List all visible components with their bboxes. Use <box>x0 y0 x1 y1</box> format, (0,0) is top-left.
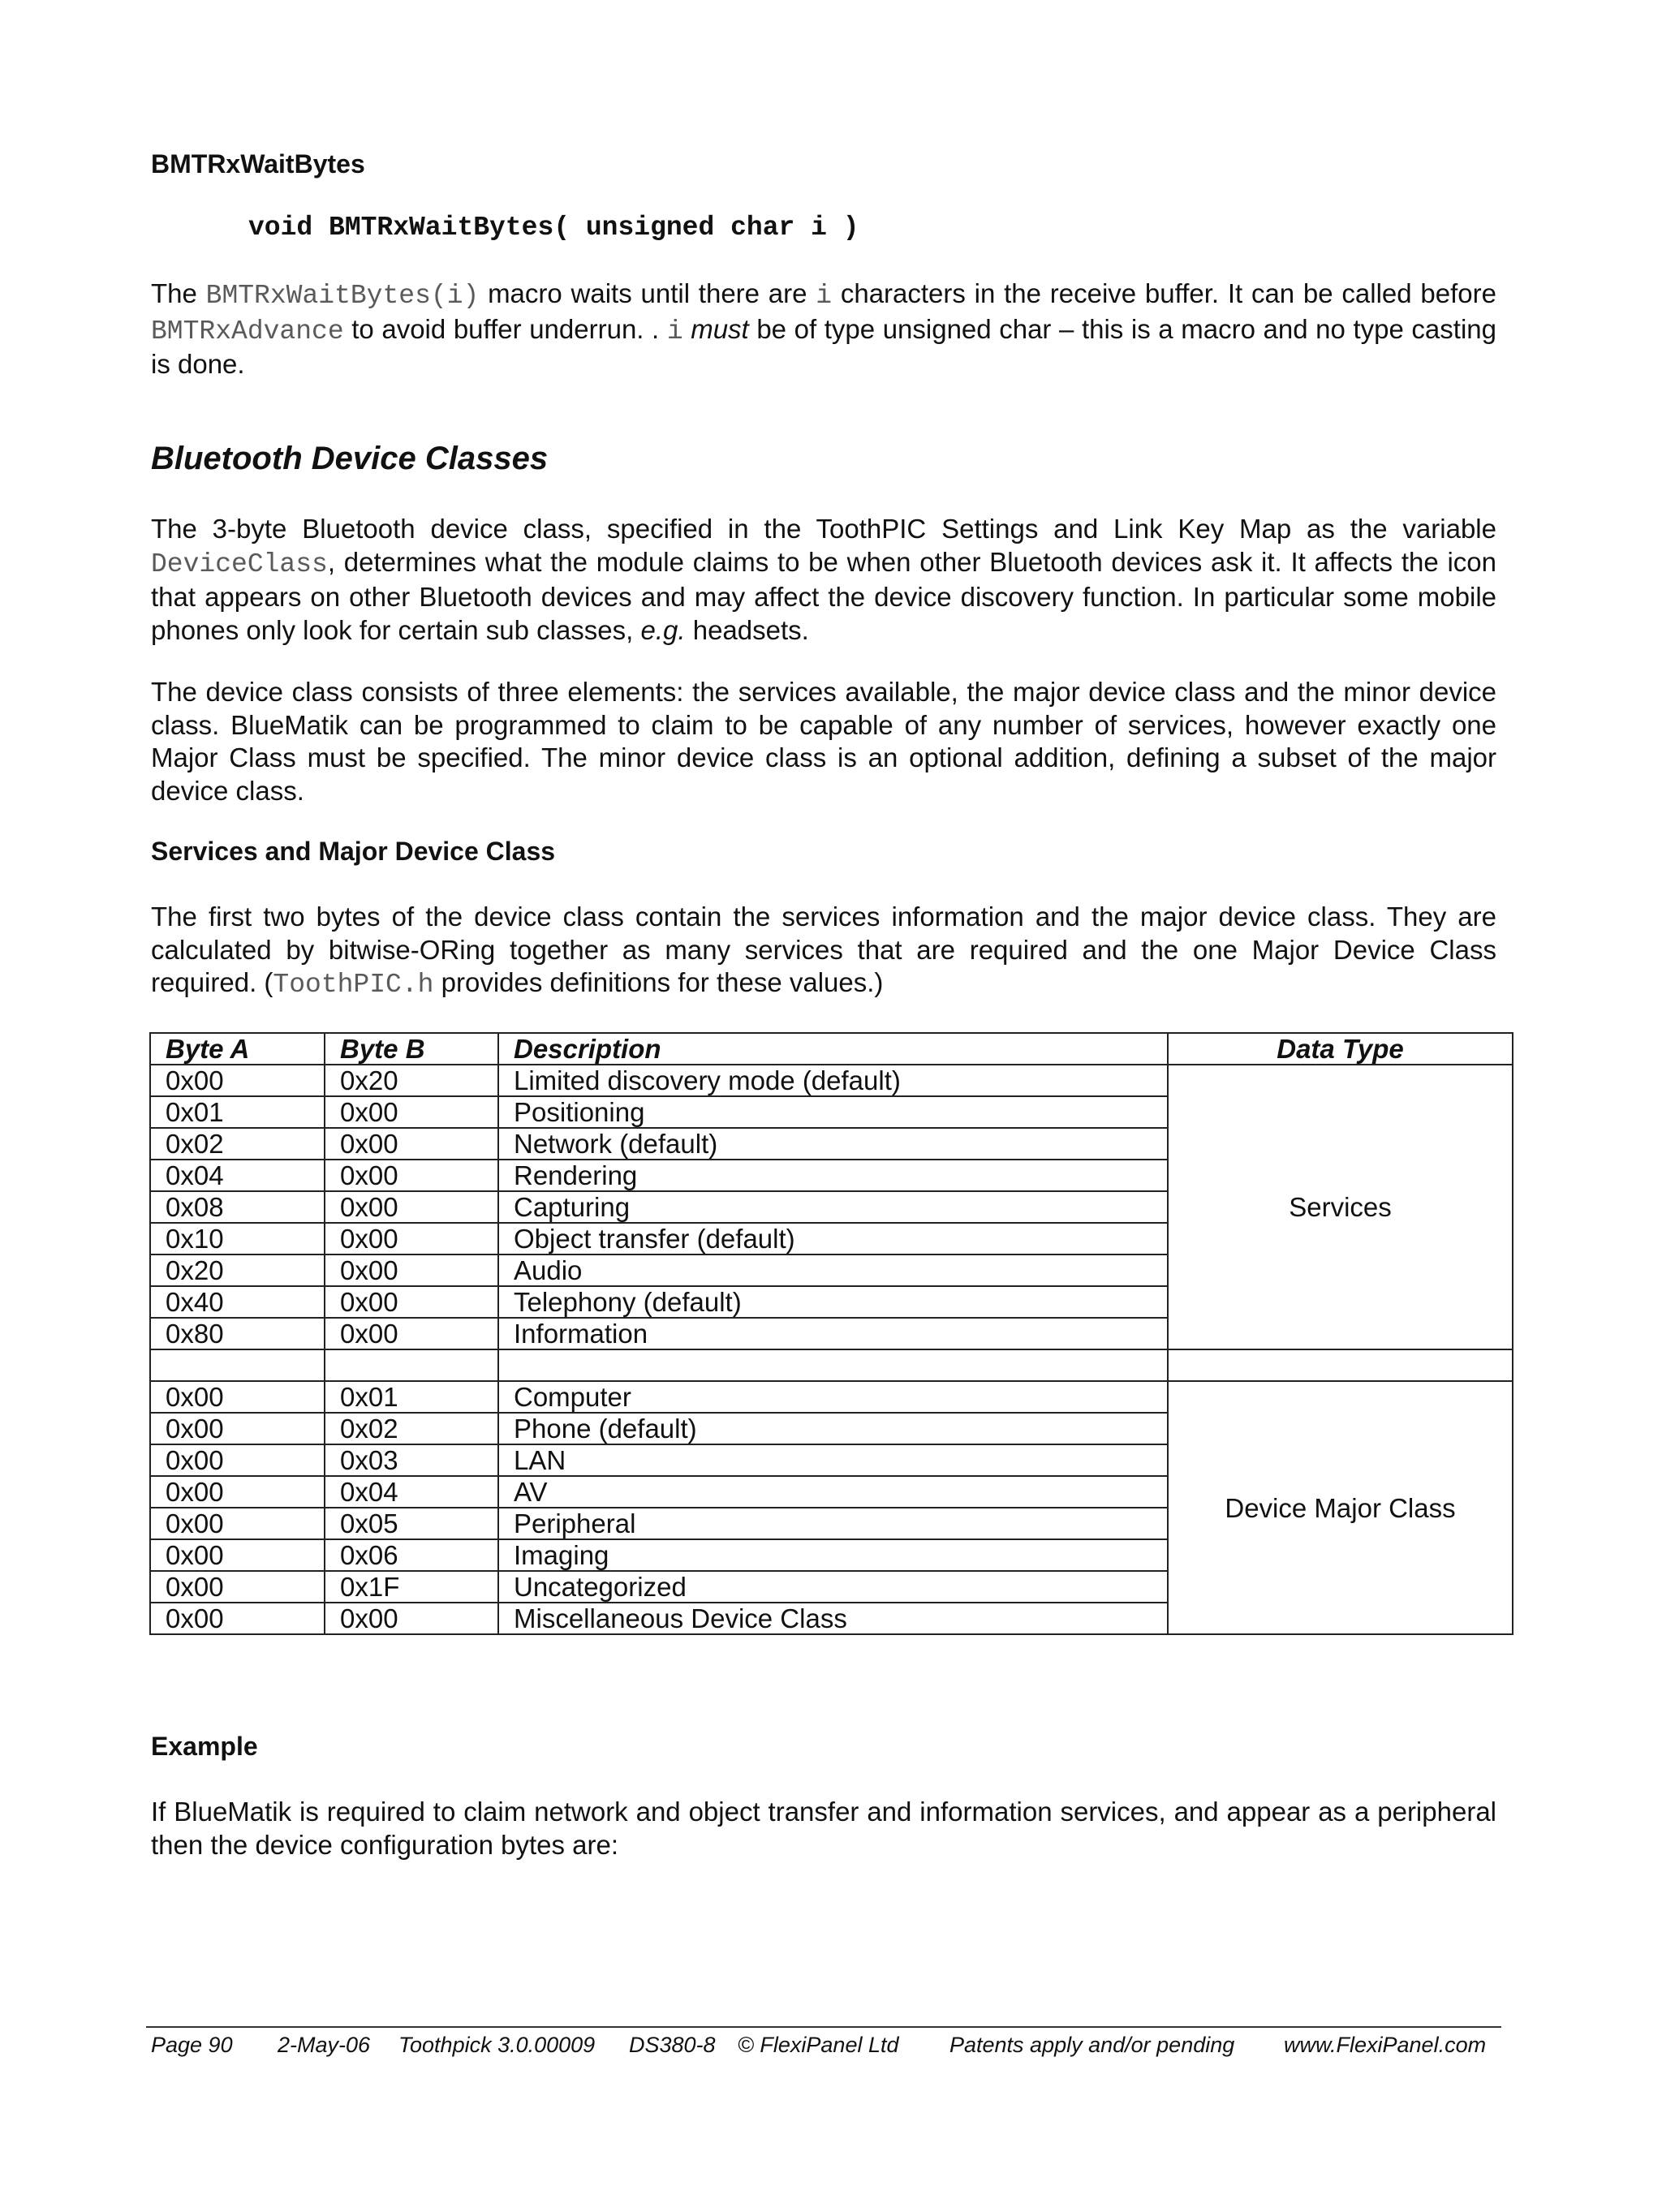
cell-byte-b: 0x00 <box>325 1286 498 1318</box>
header-description: Description <box>498 1033 1168 1065</box>
cell-byte-b: 0x00 <box>325 1603 498 1634</box>
cell-byte-b: 0x00 <box>325 1318 498 1349</box>
footer-copyright: © FlexiPanel Ltd <box>738 2033 899 2057</box>
cell-description: Computer <box>498 1381 1168 1413</box>
footer-divider <box>146 2026 1501 2028</box>
macro-heading: BMTRxWaitBytes <box>151 149 365 179</box>
code-deviceclass: DeviceClass <box>151 549 328 579</box>
cell-description: Phone (default) <box>498 1413 1168 1444</box>
code-advance: BMTRxAdvance <box>151 316 344 346</box>
cell-byte-b: 0x00 <box>325 1096 498 1128</box>
cell-byte-a: 0x40 <box>150 1286 325 1318</box>
cell-description: Limited discovery mode (default) <box>498 1065 1168 1096</box>
cell-description: Network (default) <box>498 1128 1168 1160</box>
cell-byte-a: 0x00 <box>150 1571 325 1603</box>
cell-description: Rendering <box>498 1160 1168 1191</box>
elements-paragraph: The device class consists of three elements: the services available, the major device class and the minor device class. BlueMatik can be programmed to claim to be capable of any number of services, however exactly one Major Class must be specified. The minor device class is an optional addition, defining a subset of the major device class. <box>151 677 1496 806</box>
footer-page: Page 90 <box>151 2033 233 2057</box>
cell-byte-a: 0x80 <box>150 1318 325 1349</box>
table-row <box>150 1381 1513 1413</box>
emphasis-must: must <box>691 313 749 344</box>
macro-signature: void BMTRxWaitBytes( unsigned char i ) <box>248 213 859 243</box>
cell-description: Positioning <box>498 1096 1168 1128</box>
macro-description: The BMTRxWaitBytes(i) macro waits until there are i characters in the receive buffer. It can be called before BMTRxAdvance to avoid buffer underrun. . i must be of type unsigned char – this is a macro and no type casting is done. <box>151 278 1496 379</box>
cell-byte-b: 0x06 <box>325 1539 498 1571</box>
cell-byte-b: 0x00 <box>325 1191 498 1223</box>
services-type-cell: Services <box>1168 1065 1513 1349</box>
cell-byte-b: 0x05 <box>325 1508 498 1539</box>
cell-byte-a: 0x10 <box>150 1223 325 1254</box>
cell-byte-a: 0x00 <box>150 1603 325 1634</box>
cell-byte-a: 0x20 <box>150 1254 325 1286</box>
cell-description: Telephony (default) <box>498 1286 1168 1318</box>
cell-byte-a: 0x00 <box>150 1476 325 1508</box>
code-macro-call: BMTRxWaitBytes(i) <box>205 281 480 311</box>
cell-byte-a: 0x01 <box>150 1096 325 1128</box>
cell-byte-a: 0x00 <box>150 1065 325 1096</box>
cell-byte-b: 0x00 <box>325 1160 498 1191</box>
example-heading: Example <box>151 1732 258 1761</box>
cell-description: AV <box>498 1476 1168 1508</box>
services-heading: Services and Major Device Class <box>151 837 556 866</box>
code-toothpic-h: ToothPIC.h <box>273 970 434 1000</box>
cell-description: Audio <box>498 1254 1168 1286</box>
example-paragraph: If BlueMatik is required to claim network and object transfer and information services, and appear as a peripheral then the device configuration bytes are: <box>151 1797 1496 1860</box>
cell-byte-a: 0x00 <box>150 1444 325 1476</box>
cell-byte-b: 0x00 <box>325 1254 498 1286</box>
cell-description: Peripheral <box>498 1508 1168 1539</box>
cell-byte-b: 0x00 <box>325 1223 498 1254</box>
major-class-type-cell: Device Major Class <box>1168 1381 1513 1634</box>
cell-byte-b: 0x03 <box>325 1444 498 1476</box>
emphasis-eg: e.g. <box>640 614 686 645</box>
cell-byte-b: 0x04 <box>325 1476 498 1508</box>
cell-byte-a: 0x00 <box>150 1381 325 1413</box>
cell-description: Uncategorized <box>498 1571 1168 1603</box>
footer-product: Toothpick 3.0.00009 <box>398 2033 596 2057</box>
cell-description: Capturing <box>498 1191 1168 1223</box>
services-paragraph: The first two bytes of the device class contain the services information and the major device class. They are calculated by bitwise-ORing together as many services that are required and the one Major Device Class required. (ToothPIC.h provides definitions for these values.) <box>151 902 1496 1000</box>
cell-byte-a: 0x00 <box>150 1508 325 1539</box>
table-row <box>150 1065 1513 1096</box>
header-data-type: Data Type <box>1168 1033 1513 1065</box>
cell-description: Miscellaneous Device Class <box>498 1603 1168 1634</box>
cell-byte-a: 0x08 <box>150 1191 325 1223</box>
cell-byte-b: 0x1F <box>325 1571 498 1603</box>
cell-description: Information <box>498 1318 1168 1349</box>
footer-url[interactable]: www.FlexiPanel.com <box>1284 2033 1487 2057</box>
empty-cell <box>325 1349 498 1381</box>
cell-byte-a: 0x02 <box>150 1128 325 1160</box>
cell-byte-b: 0x20 <box>325 1065 498 1096</box>
spacer-row <box>150 1349 1513 1381</box>
table-header-row <box>150 1033 1513 1065</box>
cell-description: Imaging <box>498 1539 1168 1571</box>
device-class-table <box>149 1032 1513 1635</box>
footer-date: 2-May-06 <box>278 2033 371 2057</box>
device-class-paragraph: The 3-byte Bluetooth device class, specified in the ToothPIC Settings and Link Key Map as the variable DeviceClass, determines what the module claims to be when other Bluetooth devices ask it. It affects the icon that appears on other Bluetooth devices and may affect the device discovery function. In particular some mobile phones only look for certain sub classes, e.g. headsets. <box>151 514 1496 645</box>
empty-cell <box>150 1349 325 1381</box>
cell-byte-a: 0x00 <box>150 1539 325 1571</box>
footer-patents: Patents apply and/or pending <box>949 2033 1235 2057</box>
cell-byte-b: 0x01 <box>325 1381 498 1413</box>
cell-byte-b: 0x02 <box>325 1413 498 1444</box>
code-var-i: i <box>816 281 833 311</box>
section-title: Bluetooth Device Classes <box>151 441 549 476</box>
cell-description: Object transfer (default) <box>498 1223 1168 1254</box>
cell-byte-b: 0x00 <box>325 1128 498 1160</box>
cell-description: LAN <box>498 1444 1168 1476</box>
header-byte-a: Byte A <box>150 1033 325 1065</box>
cell-byte-a: 0x04 <box>150 1160 325 1191</box>
cell-byte-a: 0x00 <box>150 1413 325 1444</box>
code-var-i-2: i <box>666 316 683 346</box>
header-byte-b: Byte B <box>325 1033 498 1065</box>
empty-cell <box>1168 1349 1513 1381</box>
empty-cell <box>498 1349 1168 1381</box>
footer-doc-id: DS380-8 <box>629 2033 716 2057</box>
